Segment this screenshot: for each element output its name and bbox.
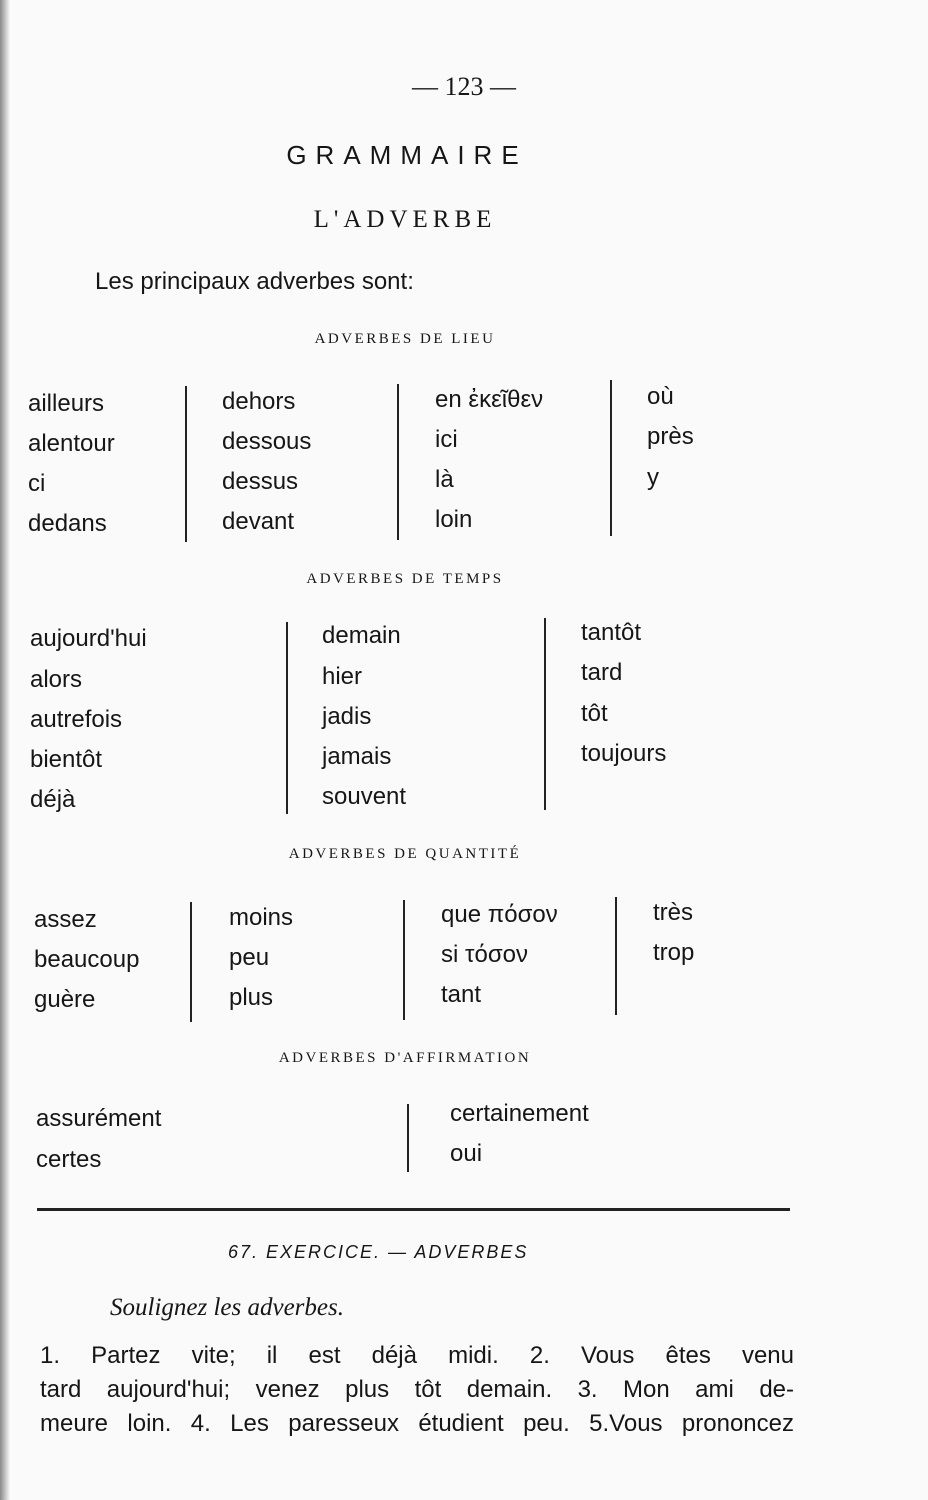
- adverb-word: tant: [441, 981, 482, 1008]
- adverb-word: peu: [229, 944, 270, 971]
- adverb-word: demain: [322, 622, 401, 649]
- adverb-word: beaucoup: [34, 946, 140, 973]
- adverb-word: souvent: [322, 783, 407, 810]
- column-divider: [190, 902, 192, 1022]
- adverb-word: loin: [435, 506, 473, 533]
- adverb-word: certainement: [450, 1100, 589, 1127]
- adverb-word: autrefois: [30, 706, 123, 733]
- column-divider: [397, 384, 399, 540]
- adverb-word: bientôt: [30, 746, 103, 773]
- exercise-instruction: Soulignez les adverbes.: [110, 1294, 344, 1321]
- adverb-word: tantôt: [581, 619, 642, 646]
- adverb-word: près: [647, 423, 694, 450]
- category-heading-quantite: ADVERBES DE QUANTITÉ: [288, 846, 522, 862]
- category-heading-temps: ADVERBES DE TEMPS: [306, 571, 504, 587]
- column-divider: [286, 622, 288, 814]
- adverb-word: aujourd'hui: [30, 625, 147, 652]
- adverb-word: très: [653, 899, 694, 926]
- adverb-word: certes: [36, 1146, 102, 1173]
- adverb-word: devant: [222, 508, 295, 535]
- adverb-word: toujours: [581, 740, 667, 767]
- adverb-word: jadis: [322, 703, 372, 730]
- adverb-word: jamais: [322, 743, 392, 770]
- adverb-word: que πόσον: [441, 901, 558, 928]
- exercise-text-line: 1. Partez vite; il est déjà midi. 2. Vous êtes venu: [40, 1342, 794, 1369]
- column-divider: [403, 900, 405, 1020]
- category-heading-lieu: ADVERBES DE LIEU: [314, 331, 496, 347]
- adverb-word: dessus: [222, 468, 299, 495]
- adverb-word: ci: [28, 470, 46, 497]
- intro-text: Les principaux adverbes sont:: [95, 268, 414, 295]
- adverb-word: assurément: [36, 1105, 162, 1132]
- adverb-word: alentour: [28, 430, 115, 457]
- category-heading-affirmation: ADVERBES D'AFFIRMATION: [278, 1050, 532, 1066]
- adverb-word: oui: [450, 1140, 483, 1167]
- adverb-word: dedans: [28, 510, 107, 537]
- adverb-word: assez: [34, 906, 97, 933]
- exercise-text-line: meure loin. 4. Les paresseux étudient peu. 5.Vous prononcez: [40, 1410, 794, 1437]
- column-divider: [185, 386, 187, 542]
- column-divider: [615, 897, 617, 1015]
- adverb-word: trop: [653, 939, 695, 966]
- section-title: L'ADVERBE: [313, 206, 497, 233]
- adverb-word: ailleurs: [28, 390, 105, 417]
- adverb-word: si τόσον: [441, 941, 528, 968]
- adverb-word: y: [647, 464, 659, 491]
- page-number: — 123 —: [412, 72, 516, 101]
- column-divider: [544, 618, 546, 810]
- adverb-word: en ἐκεῖθεν: [435, 386, 544, 413]
- exercise-text-line: tard aujourd'hui; venez plus tôt demain. 3. Mon ami de-: [40, 1376, 794, 1403]
- adverb-word: ici: [435, 426, 458, 453]
- exercise-title: 67. EXERCICE. — ADVERBES: [228, 1242, 529, 1262]
- grammar-title: GRAMMAIRE: [286, 140, 528, 170]
- column-divider: [610, 380, 612, 536]
- section-rule: [37, 1208, 790, 1211]
- adverb-word: déjà: [30, 786, 76, 813]
- adverb-word: guère: [34, 986, 96, 1013]
- adverb-word: où: [647, 383, 674, 410]
- adverb-word: hier: [322, 663, 363, 690]
- adverb-word: moins: [229, 904, 294, 931]
- column-divider: [407, 1104, 409, 1172]
- adverb-word: plus: [229, 984, 274, 1011]
- adverb-word: dehors: [222, 388, 296, 415]
- adverb-word: alors: [30, 666, 83, 693]
- adverb-word: tard: [581, 659, 623, 686]
- adverb-word: dessous: [222, 428, 312, 455]
- adverb-word: tôt: [581, 700, 608, 727]
- adverb-word: là: [435, 466, 454, 493]
